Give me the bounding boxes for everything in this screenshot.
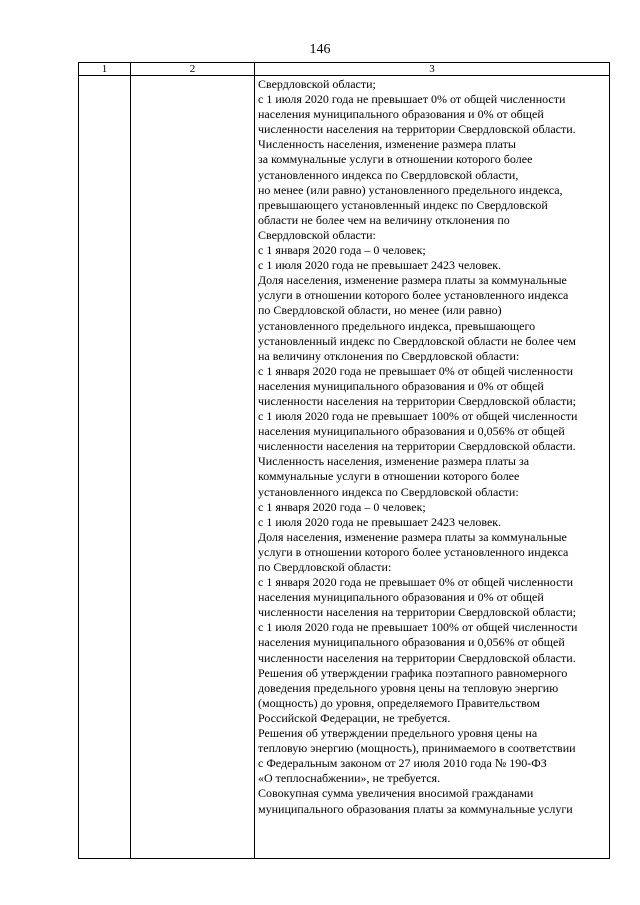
page-number: 146 <box>309 42 331 57</box>
document-table <box>78 62 610 859</box>
text-line: (мощность) до уровня, определяемого Правительством <box>258 695 541 710</box>
text-line: Численность населения, изменение размера платы <box>258 137 516 152</box>
text-line: с 1 июля 2020 года не превышает 100% от общей численности <box>258 620 578 635</box>
text-line: Российской Федерации, не требуется. <box>258 710 451 725</box>
text-line: Решения об утверждении графика поэтапного равномерного <box>258 665 568 680</box>
text-line: Численность населения, изменение размера платы за <box>258 454 530 469</box>
text-line: численности населения на территории Свердловской области. <box>258 122 576 137</box>
header-cell-2: 2 <box>131 63 255 76</box>
text-line: доведения предельного уровня цены на тепловую энергию <box>258 680 559 695</box>
text-line: муниципального образования платы за коммунальные услуги <box>258 801 573 816</box>
text-line: Решения об утверждении предельного уровня цены на <box>258 726 538 741</box>
text-line: численности населения на территории Свердловской области. <box>258 439 576 454</box>
table-row <box>79 76 610 859</box>
text-line: услуги в отношении которого более установленного индекса <box>258 288 569 303</box>
text-line: Свердловской области: <box>258 227 376 242</box>
table-header-row <box>79 63 610 76</box>
column-2-cell <box>131 76 255 859</box>
header-cell-1: 1 <box>79 63 131 76</box>
text-line: Свердловской области; <box>258 77 376 91</box>
text-line: «О теплоснабжении», не требуется. <box>258 771 441 786</box>
text-line: на величину отклонения по Свердловской области: <box>258 348 520 363</box>
text-line: по Свердловской области, но менее (или равно) <box>258 303 502 318</box>
text-line: установленного предельного индекса, превышающего <box>258 318 536 333</box>
text-line: установленный индекс по Свердловской области не более чем <box>258 333 576 348</box>
text-line: с 1 июля 2020 года не превышает 2423 человек. <box>258 258 502 273</box>
column-1-cell <box>79 76 131 859</box>
text-line: области не более чем на величину отклонения по <box>258 212 510 227</box>
text-line: населения муниципального образования и 0,056% от общей <box>258 635 565 650</box>
text-line: по Свердловской области: <box>258 560 392 574</box>
text-line: с 1 января 2020 года – 0 человек; <box>258 243 426 258</box>
text-line: услуги в отношении которого более установленного индекса <box>258 544 569 559</box>
text-line: тепловую энергию (мощность), принимаемого в соответствии <box>258 741 576 756</box>
text-line: Доля населения, изменение размера платы за коммунальные <box>258 273 567 288</box>
column-3-text <box>258 77 607 817</box>
text-line: с 1 июля 2020 года не превышает 100% от общей численности <box>258 409 578 424</box>
text-line: с 1 января 2020 года не превышает 0% от общей численности <box>258 363 574 378</box>
text-line: с Федеральным законом от 27 июля 2010 года № 190-ФЗ <box>258 756 547 771</box>
text-line: численности населения на территории Свердловской области. <box>258 650 576 665</box>
text-line: населения муниципального образования и 0% от общей <box>258 378 544 393</box>
text-line: с 1 января 2020 года – 0 человек; <box>258 499 426 514</box>
text-line: населения муниципального образования и 0% от общей <box>258 107 544 122</box>
text-line: но менее (или равно) установленного предельного индекса, <box>258 182 563 197</box>
text-line: коммунальные услуги в отношении которого более <box>258 469 520 484</box>
text-line: с 1 июля 2020 года не превышает 0% от общей численности <box>258 92 566 107</box>
text-line: с 1 января 2020 года не превышает 0% от общей численности <box>258 575 574 590</box>
text-line: с 1 июля 2020 года не превышает 2423 человек. <box>258 514 502 529</box>
header-cell-3: 3 <box>255 63 610 76</box>
text-line: установленного индекса по Свердловской области: <box>258 484 519 499</box>
text-line: численности населения на территории Свердловской области; <box>258 393 576 408</box>
text-line: превышающего установленный индекс по Свердловской <box>258 197 548 212</box>
column-3-cell <box>255 76 610 859</box>
text-line: населения муниципального образования и 0% от общей <box>258 590 544 605</box>
text-line: населения муниципального образования и 0,056% от общей <box>258 424 565 439</box>
text-line: за коммунальные услуги в отношении которого более <box>258 152 533 167</box>
text-line: установленного индекса по Свердловской области, <box>258 167 519 182</box>
text-line: Совокупная сумма увеличения вносимой гражданами <box>258 786 534 801</box>
text-line: Доля населения, изменение размера платы за коммунальные <box>258 529 567 544</box>
text-line: численности населения на территории Свердловской области; <box>258 605 576 620</box>
